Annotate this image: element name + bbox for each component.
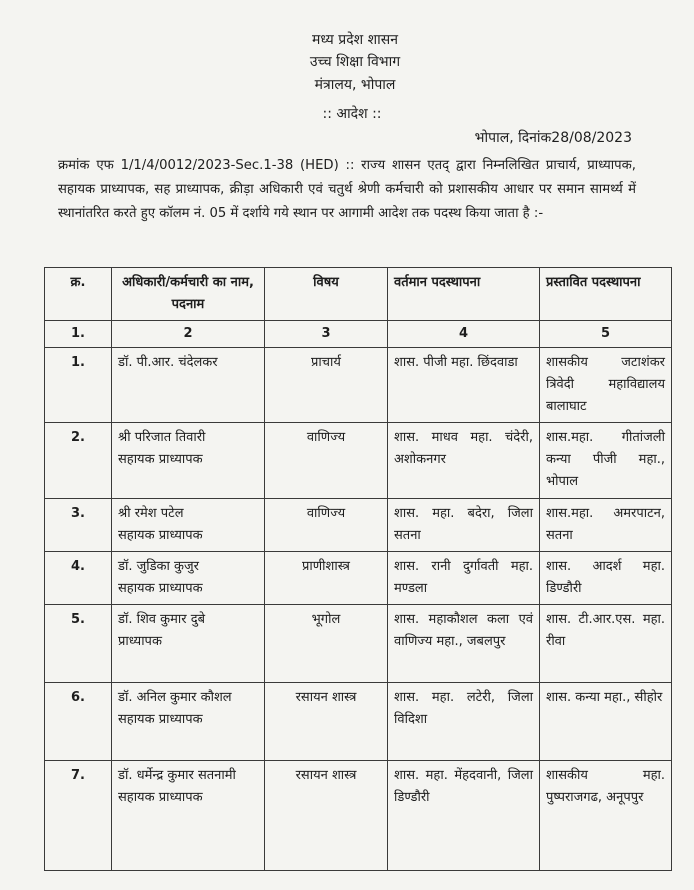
row-proposed-posting: शास. आदर्श महा. डिण्डौरी: [540, 552, 672, 605]
table-row: [45, 423, 672, 499]
row-name-cell: [112, 761, 265, 871]
row-sno: 4.: [45, 552, 112, 605]
row-proposed-posting: शासकीय जटाशंकर त्रिवेदी महाविद्यालय बालाघाट: [540, 348, 672, 423]
col-number: 1.: [45, 321, 112, 348]
row-subject: वाणिज्य: [265, 423, 388, 499]
row-proposed-posting: शास.महा. गीतांजली कन्या पीजी महा., भोपाल: [540, 423, 672, 499]
row-name: डॉ. पी.आर. चंदेलकर: [118, 355, 218, 370]
order-title: :: आदेश ::: [322, 106, 382, 122]
row-subject: प्राणीशास्त्र: [265, 552, 388, 605]
row-designation: सहायक प्राध्यापक: [118, 712, 203, 727]
header-name: अधिकारी/कर्मचारी का नाम, पदनाम: [112, 268, 265, 321]
table-row: [45, 605, 672, 683]
header-proposed-posting: प्रस्तावित पदस्थापना: [540, 268, 672, 321]
date-line: भोपाल, दिनांक28/08/2023: [474, 130, 632, 146]
col-number: 4: [388, 321, 540, 348]
row-designation: प्राध्यापक: [118, 634, 162, 649]
row-current-posting: शास. महा. लटेरी, जिला विदिशा: [388, 683, 540, 761]
table-header-row: [45, 268, 672, 321]
header-ministry: मंत्रालय, भोपाल: [314, 77, 396, 93]
table-row: [45, 761, 672, 871]
row-sno: 1.: [45, 348, 112, 423]
row-proposed-posting: शास. कन्या महा., सीहोर: [540, 683, 672, 761]
row-current-posting: शास. महा. बदेरा, जिला सतना: [388, 499, 540, 552]
row-name: श्री रमेश पटेल: [118, 506, 184, 521]
row-sno: 3.: [45, 499, 112, 552]
row-sno: 5.: [45, 605, 112, 683]
row-proposed-posting: शास.महा. अमरपाटन, सतना: [540, 499, 672, 552]
row-current-posting: शास. माधव महा. चंदेरी, अशोकनगर: [388, 423, 540, 499]
row-subject: प्राचार्य: [265, 348, 388, 423]
transfer-table: [44, 267, 672, 871]
row-designation: सहायक प्राध्यापक: [118, 581, 203, 596]
row-sno: 6.: [45, 683, 112, 761]
row-designation: सहायक प्राध्यापक: [118, 452, 203, 467]
row-name: श्री परिजात तिवारी: [118, 430, 206, 445]
row-name-cell: [112, 348, 265, 423]
header-subject: विषय: [265, 268, 388, 321]
row-name: डॉ. अनिल कुमार कौशल: [118, 690, 232, 705]
row-subject: रसायन शास्त्र: [265, 683, 388, 761]
row-current-posting: शास. महाकौशल कला एवं वाणिज्य महा., जबलपुर: [388, 605, 540, 683]
row-current-posting: शास. महा. मेंहदवानी, जिला डिण्डौरी: [388, 761, 540, 871]
header-government: मध्य प्रदेश शासन: [312, 32, 398, 48]
order-paragraph: क्रमांक एफ 1/1/4/0012/2023-Sec.1-38 (HED) :: राज्य शासन एतद् द्वारा निम्नलिखित प्राचार्य, प्राध्यापक, सहायक प्राध्यापक, सह प्राध्यापक, क्रीड़ा अधिकारी एवं चतुर्थ श्रेणी कर्मचारी को प्रशासकीय आधार पर समान सामर्थ्य में स्थानांतरित करते हुए कॉलम नं. 05 में दर्शाये गये स्थान पर आगामी आदेश तक पदस्थ किया जाता है :-: [58, 158, 636, 221]
row-name: डॉ. जुडिका कुजुर: [118, 559, 199, 574]
row-name-cell: [112, 683, 265, 761]
row-name-cell: [112, 423, 265, 499]
table-row: [45, 552, 672, 605]
header-current-posting: वर्तमान पदस्थापना: [388, 268, 540, 321]
col-number: 3: [265, 321, 388, 348]
row-subject: वाणिज्य: [265, 499, 388, 552]
column-number-row: [45, 321, 672, 348]
row-name: डॉ. शिव कुमार दुबे: [118, 612, 206, 627]
row-name: डॉ. धर्मेन्द्र कुमार सतनामी: [118, 768, 236, 783]
table-row: [45, 348, 672, 423]
row-designation: सहायक प्राध्यापक: [118, 528, 203, 543]
row-subject: रसायन शास्त्र: [265, 761, 388, 871]
col-number: 2: [112, 321, 265, 348]
table-row: [45, 499, 672, 552]
row-proposed-posting: शास. टी.आर.एस. महा. रीवा: [540, 605, 672, 683]
table-row: [45, 683, 672, 761]
row-name-cell: [112, 499, 265, 552]
header-department: उच्च शिक्षा विभाग: [309, 54, 401, 70]
row-current-posting: शास. पीजी महा. छिंदवाडा: [388, 348, 540, 423]
row-name-cell: [112, 605, 265, 683]
row-subject: भूगोल: [265, 605, 388, 683]
row-sno: 2.: [45, 423, 112, 499]
col-number: 5: [540, 321, 672, 348]
row-designation: सहायक प्राध्यापक: [118, 790, 203, 805]
row-current-posting: शास. रानी दुर्गावती महा. मण्डला: [388, 552, 540, 605]
row-sno: 7.: [45, 761, 112, 871]
header-sno: क्र.: [45, 268, 112, 321]
row-proposed-posting: शासकीय महा. पुष्पराजगढ, अनूपपुर: [540, 761, 672, 871]
row-name-cell: [112, 552, 265, 605]
